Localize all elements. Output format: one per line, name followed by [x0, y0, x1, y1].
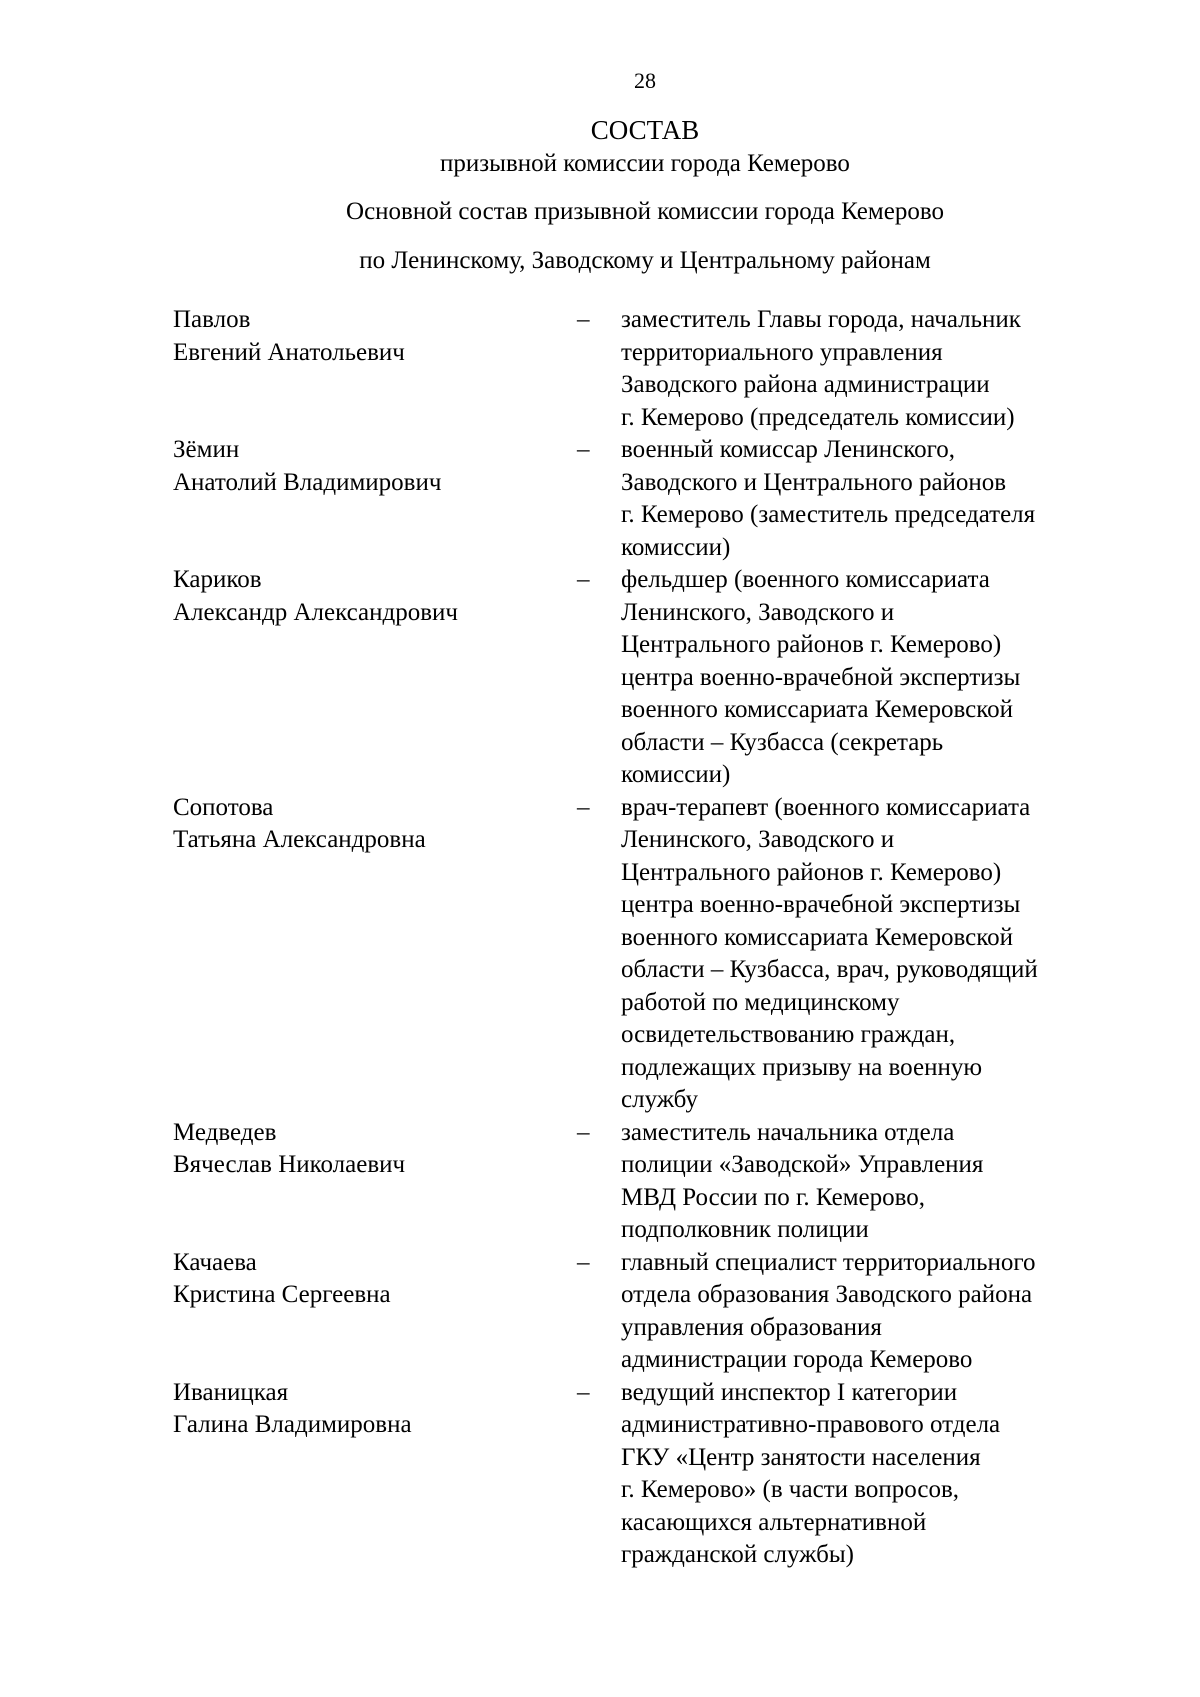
member-entry: [0, 1377, 1200, 1572]
member-dash: –: [577, 1248, 590, 1276]
member-position-line: военного комиссариата Кемеровской: [621, 923, 1014, 951]
member-surname: Кариков: [173, 566, 262, 593]
member-entry: [0, 792, 1200, 1117]
member-name: [173, 434, 553, 499]
member-surname: Качаева: [173, 1248, 257, 1276]
member-position-line: комиссии): [621, 533, 731, 561]
member-given-names: Вячеслав Николаевич: [173, 1151, 406, 1178]
member-position-line: заместитель начальника отдела: [621, 1118, 955, 1146]
member-position-line: врач-терапевт (военного комиссариата: [621, 793, 1031, 821]
member-name: [173, 564, 553, 629]
member-position-line: территориального управления: [621, 338, 943, 366]
member-dash: –: [577, 436, 590, 463]
member-position-line: комиссии): [621, 761, 731, 788]
member-position-line: отдела образования Заводского района: [621, 1281, 1033, 1308]
member-dash: –: [577, 566, 590, 593]
member-dash: –: [577, 1378, 590, 1406]
member-surname: Павлов: [173, 306, 251, 333]
member-position-line: подполковник полиции: [621, 1216, 869, 1243]
member-position-line: заместитель Главы города, начальник: [621, 306, 1021, 333]
document-subtitle: призывной комиссии города Кемерово: [440, 150, 850, 177]
member-position-line: полиции «Заводской» Управления: [621, 1151, 984, 1178]
member-entry: [0, 304, 1200, 434]
member-name: [173, 1247, 553, 1312]
member-surname: Медведев: [173, 1118, 277, 1146]
member-position: [621, 434, 1191, 564]
member-position-line: административно-правового отдела: [621, 1411, 1001, 1438]
member-given-names: Татьяна Александровна: [173, 826, 426, 853]
member-surname: Иваницкая: [173, 1378, 289, 1406]
member-entry: [0, 434, 1200, 564]
member-position-line: Ленинского, Заводского и: [621, 826, 895, 853]
member-position-line: гражданской службы): [621, 1541, 854, 1568]
member-position-line: работой по медицинскому: [621, 988, 900, 1016]
section-heading-line-2: по Ленинскому, Заводскому и Центральному районам: [359, 247, 931, 274]
member-position-line: г. Кемерово» (в части вопросов,: [621, 1476, 960, 1503]
member-given-names: Кристина Сергеевна: [173, 1281, 391, 1308]
member-surname: Зёмин: [173, 436, 240, 463]
member-position-line: области – Кузбасса (секретарь: [621, 728, 944, 756]
member-name: [173, 1377, 553, 1442]
member-position-line: фельдшер (военного комиссариата: [621, 566, 990, 593]
member-position: [621, 1247, 1191, 1377]
member-given-names: Галина Владимировна: [173, 1411, 412, 1438]
document-title: СОСТАВ: [590, 115, 700, 145]
member-position-line: г. Кемерово (председатель комиссии): [621, 403, 1015, 431]
member-position-line: службу: [621, 1086, 698, 1113]
member-position-line: ведущий инспектор I категории: [621, 1378, 958, 1406]
member-given-names: Евгений Анатольевич: [173, 338, 405, 366]
member-position: [621, 1117, 1191, 1247]
member-position-line: касающихся альтернативной: [621, 1508, 927, 1536]
member-position-line: военного комиссариата Кемеровской: [621, 696, 1014, 723]
member-entry: [0, 1247, 1200, 1377]
member-position-line: области – Кузбасса, врач, руководящий: [621, 956, 1038, 983]
member-position-line: Заводского и Центрального районов: [621, 468, 1007, 496]
page-number: 28: [634, 68, 656, 93]
member-position-line: Ленинского, Заводского и: [621, 598, 895, 626]
member-given-names: Александр Александрович: [173, 598, 458, 626]
member-position-line: военный комиссар Ленинского,: [621, 436, 956, 463]
member-position-line: администрации города Кемерово: [621, 1346, 973, 1373]
member-name: [173, 792, 553, 857]
member-position-line: управления образования: [621, 1313, 882, 1341]
member-position: [621, 304, 1191, 434]
member-name: [173, 1117, 553, 1182]
member-list: [0, 304, 1200, 1572]
member-dash: –: [577, 793, 590, 821]
member-position-line: МВД России по г. Кемерово,: [621, 1183, 926, 1211]
member-dash: –: [577, 1118, 590, 1146]
member-position: [621, 564, 1191, 792]
section-heading-line-1: Основной состав призывной комиссии города Кемерово: [346, 198, 944, 225]
member-position-line: Заводского района администрации: [621, 371, 990, 398]
member-position-line: Центрального районов г. Кемерово): [621, 631, 1002, 658]
member-name: [173, 304, 553, 369]
member-position-line: освидетельствованию граждан,: [621, 1021, 956, 1048]
member-entry: [0, 564, 1200, 792]
member-position-line: подлежащих призыву на военную: [621, 1053, 983, 1081]
member-position-line: г. Кемерово (заместитель председателя: [621, 501, 1036, 528]
member-position-line: центра военно-врачебной экспертизы: [621, 891, 1021, 918]
member-position-line: центра военно-врачебной экспертизы: [621, 663, 1021, 691]
member-entry: [0, 1117, 1200, 1247]
member-given-names: Анатолий Владимирович: [173, 468, 442, 496]
member-position-line: Центрального районов г. Кемерово): [621, 858, 1002, 886]
member-position: [621, 792, 1191, 1117]
member-position-line: ГКУ «Центр занятости населения: [621, 1443, 981, 1471]
member-dash: –: [577, 306, 590, 333]
member-position-line: главный специалист территориального: [621, 1248, 1036, 1276]
member-position: [621, 1377, 1191, 1572]
member-surname: Сопотова: [173, 793, 274, 821]
